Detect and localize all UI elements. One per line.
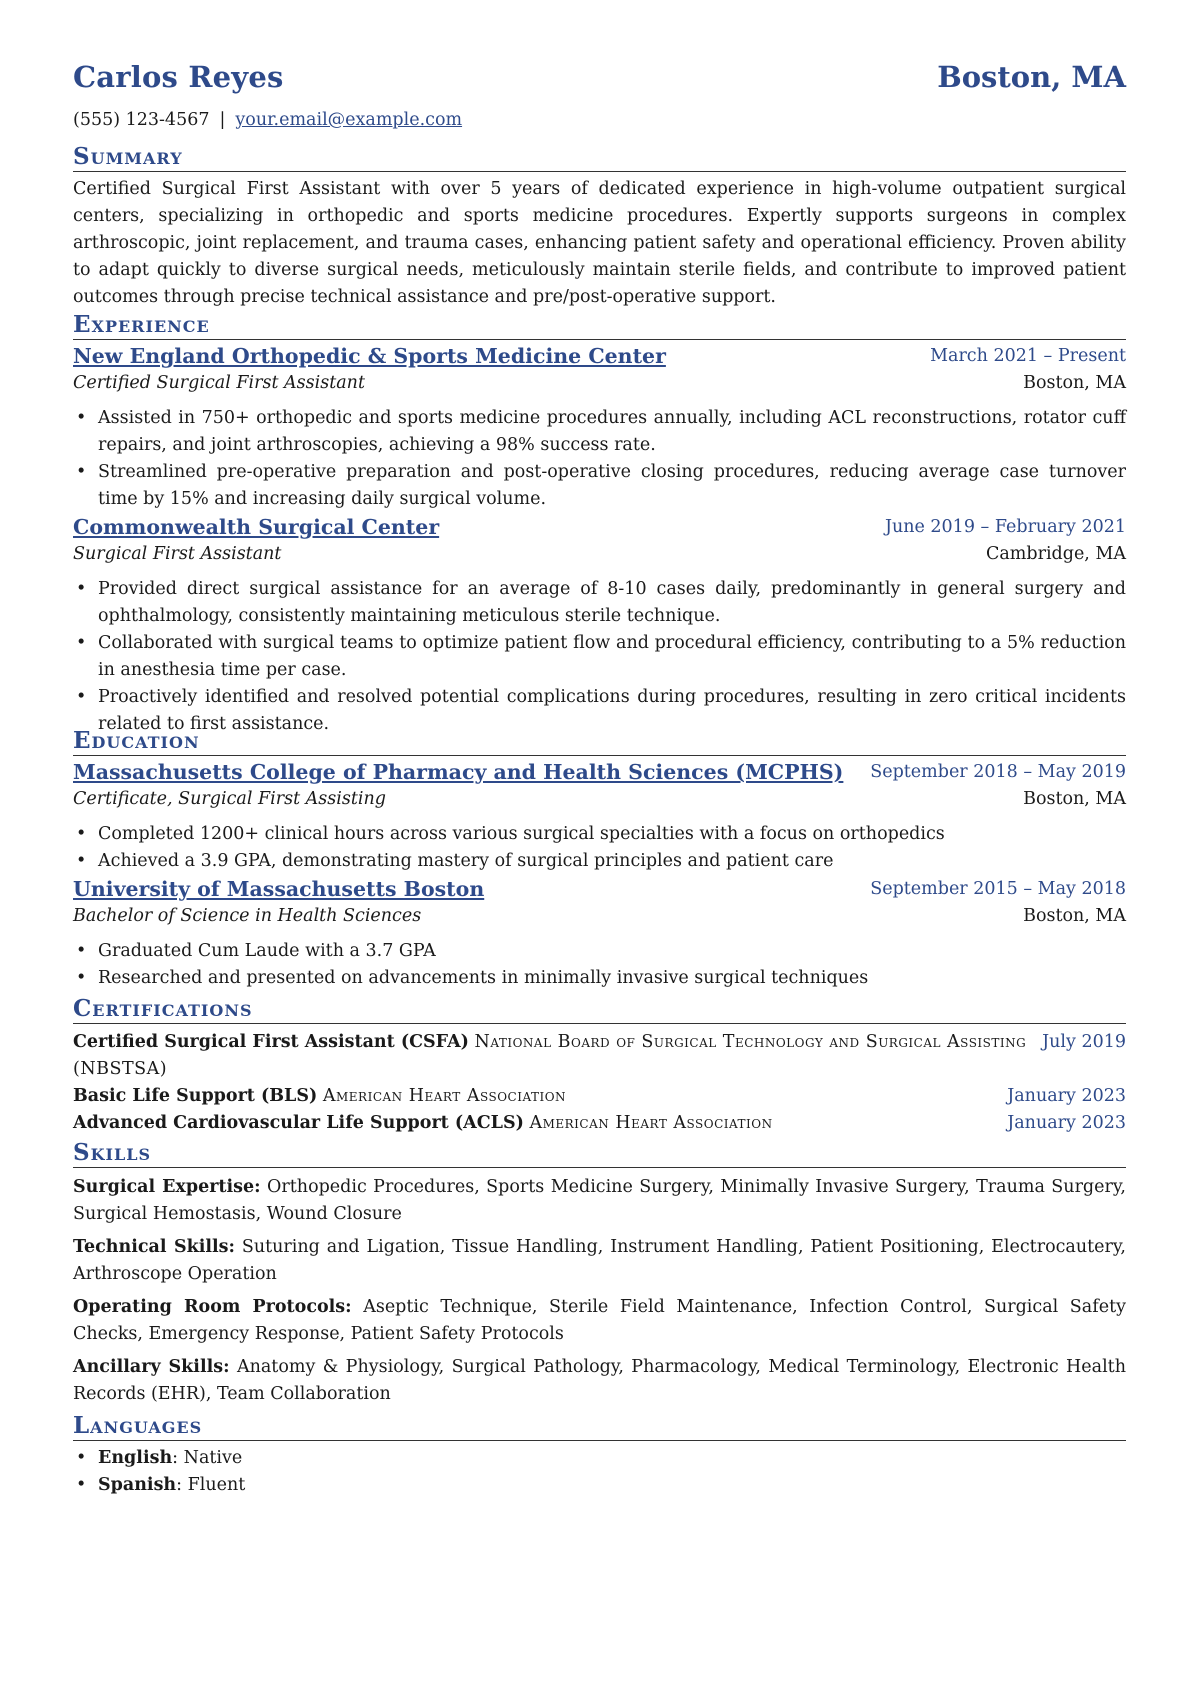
education-entry: [73, 877, 1126, 992]
bullet-item: • Proactively identified and resolved potential complications during procedures, resulting in zero critical incidents related to first assistance.: [73, 684, 1126, 738]
certification-item: [73, 1110, 1126, 1137]
job-title: Certified Surgical First Assistant: [73, 373, 365, 393]
certification-date: July 2019: [1042, 1032, 1126, 1052]
bullet-item: • Graduated Cum Laude with a 3.7 GPA: [73, 938, 1126, 965]
language-item: [73, 1445, 1126, 1472]
header: [73, 60, 1126, 106]
experience-entry: [73, 515, 1126, 738]
certification-issuer: National Board of Surgical Technology and Surgical Assisting (NBSTSA): [73, 1032, 1027, 1079]
certification-date: January 2023: [1007, 1113, 1126, 1133]
experience-entry: [73, 344, 1126, 513]
language-level: : Native: [172, 1448, 243, 1468]
bullet-item: • Collaborated with surgical teams to optimize patient flow and procedural efficiency, contributing to a 5% reduction in anesthesia time per case.: [73, 630, 1126, 684]
summary-text: Certified Surgical First Assistant with over 5 years of dedicated experience in high-volume outpatient surgical centers, specializing in orthopedic and sports medicine procedures. Expertly supports surgeons in complex arthroscopic, joint replacement, and trauma cases, enhancing patient safety and operational efficiency. Proven ability to adapt quickly to diverse surgical needs, meticulously maintain sterile fields, and contribute to improved patient outcomes through precise technical assistance and pre/post-operative support.: [73, 179, 1126, 307]
degree-title: Certificate, Surgical First Assisting: [73, 789, 386, 809]
experience-section: [73, 311, 1126, 738]
bullet-item: • Streamlined pre-operative preparation and post-operative closing procedures, reducing average case turnover time by 15% and increasing daily surgical volume.: [73, 459, 1126, 513]
candidate-location: Boston, MA: [937, 60, 1126, 94]
skill-group: [73, 1174, 1126, 1228]
section-title-experience: Experience: [73, 311, 1126, 340]
job-dates: March 2021 – Present: [930, 346, 1126, 366]
certification-name: Advanced Cardiovascular Life Support (ACLS): [73, 1113, 524, 1133]
section-title-skills: Skills: [73, 1139, 1126, 1168]
school-dates: September 2015 – May 2018: [870, 879, 1126, 899]
language-name: English: [98, 1448, 173, 1468]
school-link[interactable]: Massachusetts College of Pharmacy and Health Sciences (MCPHS): [73, 760, 844, 784]
languages-list: [73, 1445, 1126, 1499]
contact-separator: |: [219, 110, 226, 130]
summary-section: [73, 143, 1126, 311]
job-bullets: [73, 576, 1126, 738]
section-title-certifications: Certifications: [73, 995, 1126, 1024]
skill-values: Orthopedic Procedures, Sports Medicine Surgery, Minimally Invasive Surgery, Trauma Surgery, Surgical Hemostasis, Wound Closure: [73, 1177, 1126, 1224]
skill-group: [73, 1294, 1126, 1348]
skill-values: Suturing and Ligation, Tissue Handling, Instrument Handling, Patient Positioning, Electrocautery, Arthroscope Operation: [73, 1237, 1126, 1284]
skill-values: Anatomy & Physiology, Surgical Pathology, Pharmacology, Medical Terminology, Electronic Health Records (EHR), Team Collaboration: [73, 1357, 1126, 1404]
language-name: Spanish: [98, 1475, 177, 1495]
language-level: : Fluent: [176, 1475, 246, 1495]
bullet-item: • Assisted in 750+ orthopedic and sports medicine procedures annually, including ACL reconstructions, rotator cuff repairs, and joint arthroscopies, achieving a 98% success rate.: [73, 405, 1126, 459]
skill-label: Surgical Expertise:: [73, 1177, 261, 1197]
job-bullets: [73, 405, 1126, 513]
school-location: Boston, MA: [1023, 906, 1126, 926]
section-title-languages: Languages: [73, 1412, 1126, 1441]
bullet-item: • Achieved a 3.9 GPA, demonstrating mastery of surgical principles and patient care: [73, 848, 1126, 875]
school-link[interactable]: University of Massachusetts Boston: [73, 877, 485, 901]
skill-group: [73, 1234, 1126, 1288]
language-item: [73, 1472, 1126, 1499]
certification-name: Basic Life Support (BLS): [73, 1086, 318, 1106]
certification-issuer: American Heart Association: [322, 1086, 567, 1106]
languages-section: [73, 1412, 1126, 1499]
certification-item: [73, 1083, 1126, 1110]
school-dates: September 2018 – May 2019: [870, 762, 1126, 782]
employer-link[interactable]: New England Orthopedic & Sports Medicine Center: [73, 344, 666, 368]
bullet-item: • Provided direct surgical assistance for an average of 8-10 cases daily, predominantly in general surgery and ophthalmology, consistently maintaining meticulous sterile technique.: [73, 576, 1126, 630]
bullet-item: • Completed 1200+ clinical hours across various surgical specialties with a focus on orthopedics: [73, 821, 1126, 848]
employer-link[interactable]: Commonwealth Surgical Center: [73, 515, 440, 539]
job-title: Surgical First Assistant: [73, 544, 282, 564]
candidate-name: Carlos Reyes: [73, 60, 284, 94]
degree-title: Bachelor of Science in Health Sciences: [73, 906, 422, 926]
certification-date: January 2023: [1007, 1086, 1126, 1106]
skill-label: Technical Skills:: [73, 1237, 235, 1257]
resume-page: [73, 0, 1126, 1683]
section-title-summary: Summary: [73, 143, 1126, 172]
school-bullets: [73, 821, 1126, 875]
job-location: Boston, MA: [1023, 373, 1126, 393]
certification-item: [73, 1029, 1126, 1083]
bullet-item: • Researched and presented on advancements in minimally invasive surgical techniques: [73, 965, 1126, 992]
certification-name: Certified Surgical First Assistant (CSFA): [73, 1032, 469, 1052]
skill-label: Ancillary Skills:: [73, 1357, 230, 1377]
school-bullets: [73, 938, 1126, 992]
education-section: [73, 727, 1126, 992]
phone-number: (555) 123-4567: [73, 110, 210, 130]
contact-line: [73, 110, 462, 130]
school-location: Boston, MA: [1023, 789, 1126, 809]
skill-label: Operating Room Protocols:: [73, 1297, 352, 1317]
email-link[interactable]: your.email@example.com: [235, 110, 463, 130]
job-dates: June 2019 – February 2021: [884, 517, 1126, 537]
section-title-education: Education: [73, 727, 1126, 756]
certification-issuer: American Heart Association: [529, 1113, 773, 1133]
skill-values: Aseptic Technique, Sterile Field Maintenance, Infection Control, Surgical Safety Checks, Emergency Response, Patient Safety Protocols: [73, 1297, 1126, 1344]
education-entry: [73, 760, 1126, 875]
job-location: Cambridge, MA: [985, 544, 1126, 564]
skills-section: [73, 1139, 1126, 1408]
certifications-section: [73, 995, 1126, 1137]
skill-group: [73, 1354, 1126, 1408]
